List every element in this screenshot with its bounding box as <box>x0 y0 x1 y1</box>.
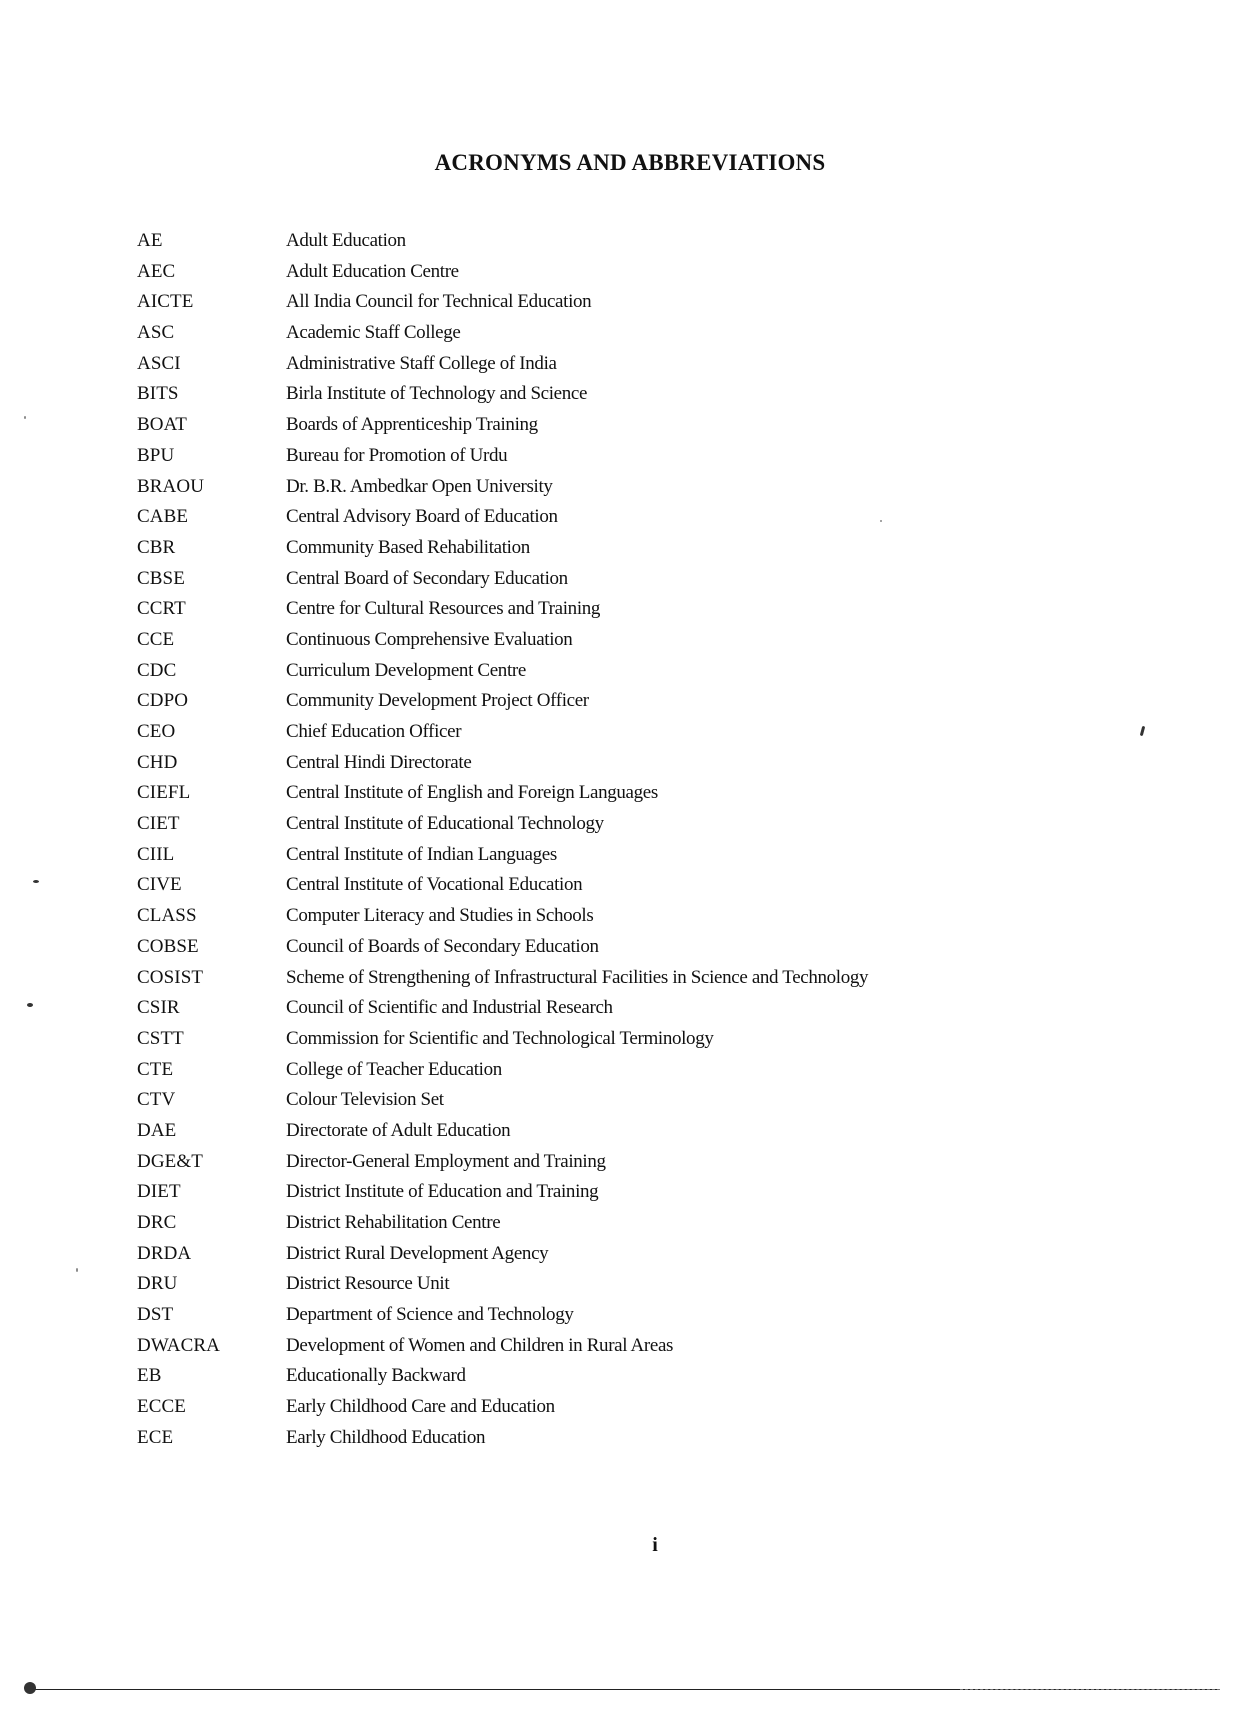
acronym-definition: Central Advisory Board of Education <box>286 506 558 528</box>
acronym-row <box>137 1055 1037 1086</box>
acronym-row <box>137 1300 1037 1331</box>
acronym-row <box>137 349 1037 380</box>
acronym-definition: Central Institute of English and Foreign Languages <box>286 782 658 804</box>
acronym-row <box>137 686 1037 717</box>
acronym-definition: Development of Women and Children in Rural Areas <box>286 1334 674 1356</box>
acronym-term: CHD <box>137 751 178 773</box>
acronym-term: CTE <box>137 1058 174 1080</box>
acronym-term: CIET <box>137 813 180 835</box>
acronym-definition: Central Institute of Indian Languages <box>286 843 557 865</box>
acronym-definition: Central Hindi Directorate <box>286 751 472 773</box>
acronym-definition: Community Based Rehabilitation <box>286 536 530 558</box>
acronym-row <box>137 318 1037 349</box>
acronym-term: COSIST <box>137 966 204 988</box>
acronym-definition: Centre for Cultural Resources and Training <box>286 598 601 620</box>
acronym-definition: Department of Science and Technology <box>286 1304 574 1326</box>
acronym-term: COBSE <box>137 935 199 957</box>
acronym-row <box>137 1239 1037 1270</box>
acronym-term: CBSE <box>137 567 185 589</box>
acronym-row <box>137 901 1037 932</box>
acronym-row <box>137 287 1037 318</box>
acronym-definition: Early Childhood Education <box>286 1426 486 1448</box>
acronym-term: CDC <box>137 659 177 681</box>
acronym-definition: Community Development Project Officer <box>286 690 589 712</box>
acronym-row <box>137 1423 1037 1454</box>
acronym-definition: Administrative Staff College of India <box>286 352 557 374</box>
acronym-definition: Commission for Scientific and Technological Terminology <box>286 1027 714 1049</box>
acronym-definition: Computer Literacy and Studies in Schools <box>286 905 594 927</box>
acronym-row <box>137 809 1037 840</box>
acronym-definition: Continuous Comprehensive Evaluation <box>286 628 573 650</box>
acronym-definition: Central Board of Secondary Education <box>286 567 568 589</box>
scan-speck <box>33 880 39 883</box>
acronym-row <box>137 1147 1037 1178</box>
acronym-row <box>137 1361 1037 1392</box>
acronym-row <box>137 594 1037 625</box>
acronym-definition: Curriculum Development Centre <box>286 659 526 681</box>
acronym-term: CCE <box>137 628 175 650</box>
acronym-row <box>137 1331 1037 1362</box>
acronym-definition: Central Institute of Educational Technology <box>286 813 604 835</box>
acronym-definition: District Rehabilitation Centre <box>286 1212 501 1233</box>
acronym-definition: Birla Institute of Technology and Science <box>286 383 588 405</box>
acronym-term: ECE <box>137 1426 174 1448</box>
acronym-term: DGE&T <box>137 1150 203 1172</box>
acronym-definition: All India Council for Technical Education <box>286 291 592 313</box>
acronym-row <box>137 993 1037 1024</box>
acronym-definition: Council of Scientific and Industrial Research <box>286 997 613 1019</box>
acronym-definition: District Rural Development Agency <box>286 1242 549 1264</box>
acronym-definition: Directorate of Adult Education <box>286 1119 511 1141</box>
acronym-definition: College of Teacher Education <box>286 1058 502 1080</box>
acronym-definition: Academic Staff College <box>286 322 461 344</box>
acronym-term: CABE <box>137 506 189 528</box>
acronym-term: CIVE <box>137 874 182 896</box>
acronym-term: BRAOU <box>137 475 205 497</box>
acronym-definition: Educationally Backward <box>286 1365 466 1387</box>
bottom-rule-tail <box>960 1689 1220 1690</box>
page-number: i <box>652 1534 658 1556</box>
acronym-row <box>137 656 1037 687</box>
acronym-term: AICTE <box>137 291 194 313</box>
acronym-definition: Chief Education Officer <box>286 721 462 742</box>
acronym-definition: Central Institute of Vocational Education <box>286 874 583 896</box>
acronym-row <box>137 963 1037 994</box>
acronym-term: EB <box>137 1365 162 1387</box>
acronym-row <box>137 441 1037 472</box>
acronym-term: AE <box>137 230 163 251</box>
acronym-definition: Adult Education Centre <box>286 260 459 282</box>
acronym-term: DIET <box>137 1181 181 1203</box>
acronym-term: CTV <box>137 1089 176 1111</box>
acronym-list <box>137 226 1037 1454</box>
acronym-definition: Council of Boards of Secondary Education <box>286 935 599 957</box>
acronym-row <box>137 778 1037 809</box>
acronym-row <box>137 1208 1037 1239</box>
acronym-term: CLASS <box>137 905 197 927</box>
acronym-row <box>137 840 1037 871</box>
acronym-row <box>137 564 1037 595</box>
acronym-row <box>137 717 1037 748</box>
acronym-term: ECCE <box>137 1396 186 1418</box>
acronym-term: AEC <box>137 260 176 282</box>
acronym-definition: District Institute of Education and Training <box>286 1181 599 1203</box>
acronym-row <box>137 1024 1037 1055</box>
acronym-row <box>137 932 1037 963</box>
acronym-row <box>137 625 1037 656</box>
acronym-row <box>137 502 1037 533</box>
acronym-term: ASCI <box>137 352 181 374</box>
acronym-row <box>137 410 1037 441</box>
scan-speck <box>76 1268 78 1272</box>
acronym-term: CIIL <box>137 843 175 865</box>
acronym-row <box>137 1269 1037 1300</box>
acronym-row <box>137 1177 1037 1208</box>
acronym-definition: Scheme of Strengthening of Infrastructural Facilities in Science and Technology <box>286 966 869 988</box>
acronym-row <box>137 257 1037 288</box>
acronym-term: DRU <box>137 1273 178 1295</box>
acronym-row <box>137 533 1037 564</box>
acronym-term: CSIR <box>137 997 180 1019</box>
acronym-term: BPU <box>137 444 175 466</box>
acronym-term: DRC <box>137 1212 177 1233</box>
acronym-term: DRDA <box>137 1242 192 1264</box>
acronym-term: BOAT <box>137 414 188 436</box>
acronym-term: CBR <box>137 536 176 558</box>
acronym-row <box>137 379 1037 410</box>
acronym-row <box>137 1085 1037 1116</box>
acronym-row <box>137 1116 1037 1147</box>
scan-speck <box>24 416 26 419</box>
acronym-definition: Director-General Employment and Training <box>286 1150 606 1172</box>
scan-speck <box>27 1003 33 1007</box>
acronym-row <box>137 1392 1037 1423</box>
acronym-definition: Boards of Apprenticeship Training <box>286 414 538 436</box>
acronym-definition: Early Childhood Care and Education <box>286 1396 555 1418</box>
acronym-term: CCRT <box>137 598 186 620</box>
acronym-definition: Colour Television Set <box>286 1089 444 1111</box>
acronym-term: DST <box>137 1304 174 1326</box>
acronym-definition: Bureau for Promotion of Urdu <box>286 444 508 466</box>
acronym-definition: Adult Education <box>286 230 406 251</box>
acronym-term: ASC <box>137 322 175 344</box>
acronym-term: CSTT <box>137 1027 184 1049</box>
acronym-definition: District Resource Unit <box>286 1273 450 1295</box>
acronym-row <box>137 472 1037 503</box>
acronym-term: CEO <box>137 721 176 742</box>
scan-speck <box>24 1682 36 1694</box>
scan-speck <box>1140 726 1145 736</box>
acronym-row <box>137 748 1037 779</box>
acronym-definition: Dr. B.R. Ambedkar Open University <box>286 475 553 497</box>
scan-speck <box>880 520 882 522</box>
acronym-row <box>137 226 1037 257</box>
acronym-term: DAE <box>137 1119 177 1141</box>
acronym-term: DWACRA <box>137 1334 220 1356</box>
acronym-term: BITS <box>137 383 179 405</box>
acronym-term: CDPO <box>137 690 189 712</box>
acronym-term: CIEFL <box>137 782 191 804</box>
page-title: ACRONYMS AND ABBREVIATIONS <box>434 150 826 175</box>
acronym-row <box>137 870 1037 901</box>
